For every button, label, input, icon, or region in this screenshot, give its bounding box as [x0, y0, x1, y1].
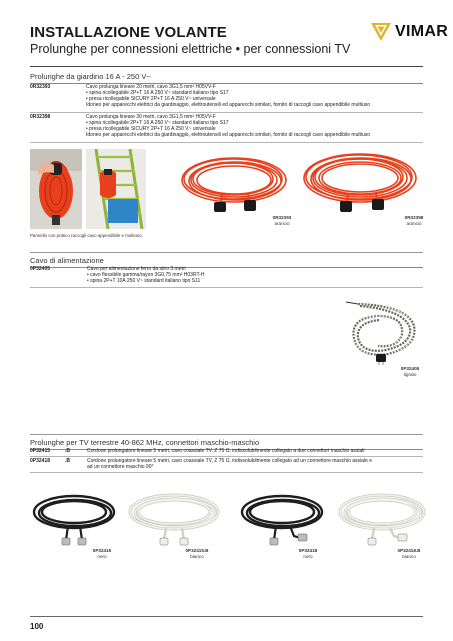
photo-coax-black-axial: [30, 488, 120, 548]
product-code-suffix: .B: [65, 448, 70, 454]
caption-color: tigrato: [403, 371, 417, 377]
product-code: 0P32405: [30, 266, 51, 272]
product-caption: [176, 548, 218, 559]
product-description: [86, 114, 423, 138]
product-caption: [84, 548, 120, 559]
section-heading-power: Cavo di alimentazione: [30, 252, 423, 268]
caption-code: 0P32405: [400, 366, 420, 371]
product-description: [87, 266, 423, 284]
description-line: Idoneo per apparecchi elettrici da giardinaggio, elettroutensili ed apparecchi similari, fornito di raccogli cavo appendibile multiuso: [86, 102, 371, 108]
caption-code: 0R32398: [404, 215, 424, 220]
caption-color: nero: [97, 553, 107, 559]
description-line: Cavo prolunga lineare 20 metri, cavo 3G1,5 mm² H05VV-F: [86, 84, 216, 90]
description-line: • presa ricollegabile SICURY 2P+T 16 A 250 V~ universale: [86, 96, 216, 102]
description-line: • spina ricollegabile 2P+T 16 A 250 V~ standard italiano tipo S17: [86, 120, 229, 126]
caption-color: bianco: [190, 553, 204, 559]
footer-divider: [30, 616, 423, 617]
page-title: INSTALLAZIONE VOLANTE: [30, 24, 227, 41]
caption-color: nero: [303, 553, 313, 559]
table-row: [30, 266, 423, 288]
photo-ladder-reel: [86, 149, 146, 229]
caption-code: 0P32415.B: [185, 548, 209, 553]
description-line: Cavo prolunga lineare 30 metri, cavo 3G1,5 mm² H05VV-F: [86, 114, 216, 120]
description-line: • cavo flessibile gamma/rayon 3G0,75 mm² H03RT-H: [87, 272, 205, 278]
product-caption: [290, 548, 326, 559]
description-line: • spina 2P+T 10A 250 V~ standard italiano tipo S11: [87, 278, 201, 284]
caption-color: bianco: [402, 553, 416, 559]
caption-color: arancio: [406, 220, 422, 226]
description-line: Idoneo per apparecchi elettrici da giardinaggio, elettroutensili ed apparecchi similari, fornito di raccogli cavo appendibile multiuso: [86, 132, 371, 138]
product-code: 0P32415: [30, 448, 51, 454]
photo-coax-black-90deg: [236, 488, 328, 548]
caption-code: 0P32415: [92, 548, 112, 553]
photo-reel-in-hand: [30, 149, 82, 229]
product-description: [87, 448, 423, 454]
product-code-suffix: .B: [65, 458, 70, 464]
product-code: 0R32398: [30, 114, 51, 120]
table-row: [30, 458, 423, 473]
photo-cable-reel-30m: [298, 148, 422, 214]
description-line: ad un connettore maschio 90°: [87, 464, 154, 470]
product-caption: [388, 548, 430, 559]
section-heading-garden: Prolunghe da giardino 16 A - 250 V~: [30, 66, 423, 84]
brand-name: VIMAR: [395, 23, 449, 40]
description-line: Cavo per alimentazione ferro da stiro 3 metri: [87, 266, 186, 272]
description-line: • spina ricollegabile 2P+T 16 A 250 V~ standard italiano tipo S17: [86, 90, 229, 96]
photo-cable-reel-20m: [176, 150, 292, 214]
brand-logo: [371, 23, 448, 41]
caption-code: 0P32418: [298, 548, 318, 553]
product-code: 0R32393: [30, 84, 51, 90]
vimar-logo-icon: [371, 23, 391, 41]
photo-coax-white-axial: [124, 488, 222, 548]
table-row: [30, 114, 423, 143]
photo-coax-white-90deg: [334, 488, 430, 548]
caption-code: 0P32418.B: [397, 548, 421, 553]
photo-tiger-cable: [338, 296, 426, 366]
product-description: [86, 84, 423, 108]
table-row: [30, 448, 423, 457]
section-heading-tv: Prolunghe per TV terrestre 40-862 MHz, connettori maschio-maschio: [30, 434, 423, 450]
description-line: • presa ricollegabile SICURY 2P+T 16 A 250 V~ universale: [86, 126, 216, 132]
description-line: Cordone prolungatore lineare 5 metri, cavo coassiale TV, Z 75 Ω, indissolubilmente collegato ad un connettore maschio assiale e: [87, 458, 373, 464]
product-caption: [394, 215, 434, 226]
page-subtitle: Prolunghe per connessioni elettriche • per connessioni TV: [30, 42, 351, 56]
table-row: [30, 84, 423, 113]
product-caption: [390, 366, 430, 377]
caption-code: 0R32393: [272, 215, 292, 220]
description-line: Cordone prolungatore lineare 5 metri, cavo coassiale TV, Z 75 Ω, indissolubilmente collegato a due connettori maschio assiali: [87, 448, 365, 454]
photo-note: Pannello con pratico raccogli cavo appendibile e multiuso.: [30, 233, 143, 238]
product-description: [87, 458, 423, 470]
caption-color: arancio: [274, 220, 290, 226]
product-caption: [262, 215, 302, 226]
page-number: 100: [30, 622, 44, 631]
product-code: 0P32418: [30, 458, 51, 464]
